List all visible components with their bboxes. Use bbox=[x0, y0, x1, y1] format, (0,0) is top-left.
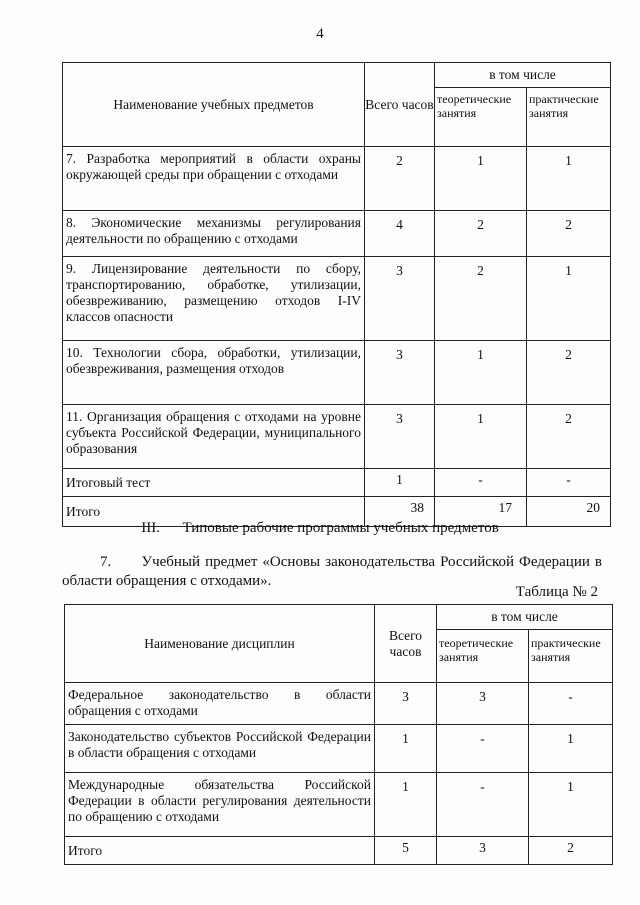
practice-hours: 1 bbox=[529, 725, 613, 773]
discipline-name: Международные обязательства Российской Федерации в области регулирования деятельности по обращению с отходами bbox=[65, 773, 375, 837]
practice-hours: 2 bbox=[527, 405, 611, 469]
theory-hours: 1 bbox=[435, 147, 527, 211]
theory-hours: 17 bbox=[435, 497, 527, 527]
table-row bbox=[65, 837, 613, 865]
table-row bbox=[63, 341, 611, 405]
subject-name: Итого bbox=[63, 497, 365, 527]
practice-hours: 1 bbox=[527, 147, 611, 211]
practice-hours: 2 bbox=[527, 341, 611, 405]
subject-name: Итоговый тест bbox=[63, 469, 365, 497]
theory-hours: 3 bbox=[437, 683, 529, 725]
practice-hours: 2 bbox=[529, 837, 613, 865]
total-hours: 3 bbox=[365, 341, 435, 405]
table-row bbox=[63, 147, 611, 211]
header-discipline-name: Наименование дисциплин bbox=[65, 605, 375, 683]
practice-hours: 1 bbox=[529, 773, 613, 837]
header-practice: практические занятия bbox=[529, 630, 613, 683]
subject-name: 11. Организация обращения с отходами на уровне субъекта Российской Федерации, муниципального образования bbox=[63, 405, 365, 469]
header-total-hours: Всего часов bbox=[365, 63, 435, 147]
theory-hours: 1 bbox=[435, 405, 527, 469]
total-hours: 3 bbox=[365, 257, 435, 341]
header-theory: теоретические занятия bbox=[435, 88, 527, 147]
practice-hours: 1 bbox=[527, 257, 611, 341]
practice-hours: 2 bbox=[527, 211, 611, 257]
page-number: 4 bbox=[316, 26, 324, 42]
discipline-name: Федеральное законодательство в области обращения с отходами bbox=[65, 683, 375, 725]
total-hours: 1 bbox=[375, 725, 437, 773]
total-hours: 3 bbox=[375, 683, 437, 725]
theory-hours: 1 bbox=[435, 341, 527, 405]
header-practice: практические занятия bbox=[527, 88, 611, 147]
table-row bbox=[63, 257, 611, 341]
subject-paragraph: 7. Учебный предмет «Основы законодательства Российской Федерации в области обращения с отходами». bbox=[62, 554, 606, 589]
header-including: в том числе bbox=[437, 605, 613, 630]
table-row bbox=[63, 211, 611, 257]
subject-name: 7. Разработка мероприятий в области охраны окружающей среды при обращении с отходами bbox=[63, 147, 365, 211]
total-hours: 1 bbox=[365, 469, 435, 497]
disciplines-table bbox=[64, 604, 613, 865]
table-row bbox=[65, 683, 613, 725]
discipline-name: Итого bbox=[65, 837, 375, 865]
header-total-hours: Всего часов bbox=[375, 605, 437, 683]
total-hours: 2 bbox=[365, 147, 435, 211]
subjects-table bbox=[62, 62, 611, 527]
table-row bbox=[63, 469, 611, 497]
theory-hours: 2 bbox=[435, 211, 527, 257]
table-row bbox=[65, 773, 613, 837]
theory-hours: 3 bbox=[437, 837, 529, 865]
subject-name: 10. Технологии сбора, обработки, утилизации, обезвреживания, размещения отходов bbox=[63, 341, 365, 405]
practice-hours: - bbox=[527, 469, 611, 497]
theory-hours: - bbox=[437, 773, 529, 837]
discipline-name: Законодательство субъектов Российской Федерации в области обращения с отходами bbox=[65, 725, 375, 773]
total-hours: 4 bbox=[365, 211, 435, 257]
section-title: III. Типовые рабочие программы учебных предметов bbox=[141, 520, 499, 536]
table-label: Таблица № 2 bbox=[515, 584, 598, 600]
practice-hours: - bbox=[529, 683, 613, 725]
header-theory: теоретические занятия bbox=[437, 630, 529, 683]
practice-hours: 20 bbox=[527, 497, 611, 527]
header-including: в том числе bbox=[435, 63, 611, 88]
total-hours: 3 bbox=[365, 405, 435, 469]
total-hours: 5 bbox=[375, 837, 437, 865]
subject-name: 9. Лицензирование деятельности по сбору, транспортированию, обработке, утилизации, обезвреживанию, размещению отходов I-IV классов опасности bbox=[63, 257, 365, 341]
header-subject-name: Наименование учебных предметов bbox=[63, 63, 365, 147]
subject-name: 8. Экономические механизмы регулирования деятельности по обращению с отходами bbox=[63, 211, 365, 257]
theory-hours: - bbox=[437, 725, 529, 773]
total-hours: 38 bbox=[365, 497, 435, 527]
theory-hours: 2 bbox=[435, 257, 527, 341]
table-row bbox=[65, 725, 613, 773]
theory-hours: - bbox=[435, 469, 527, 497]
table-row bbox=[63, 405, 611, 469]
total-hours: 1 bbox=[375, 773, 437, 837]
